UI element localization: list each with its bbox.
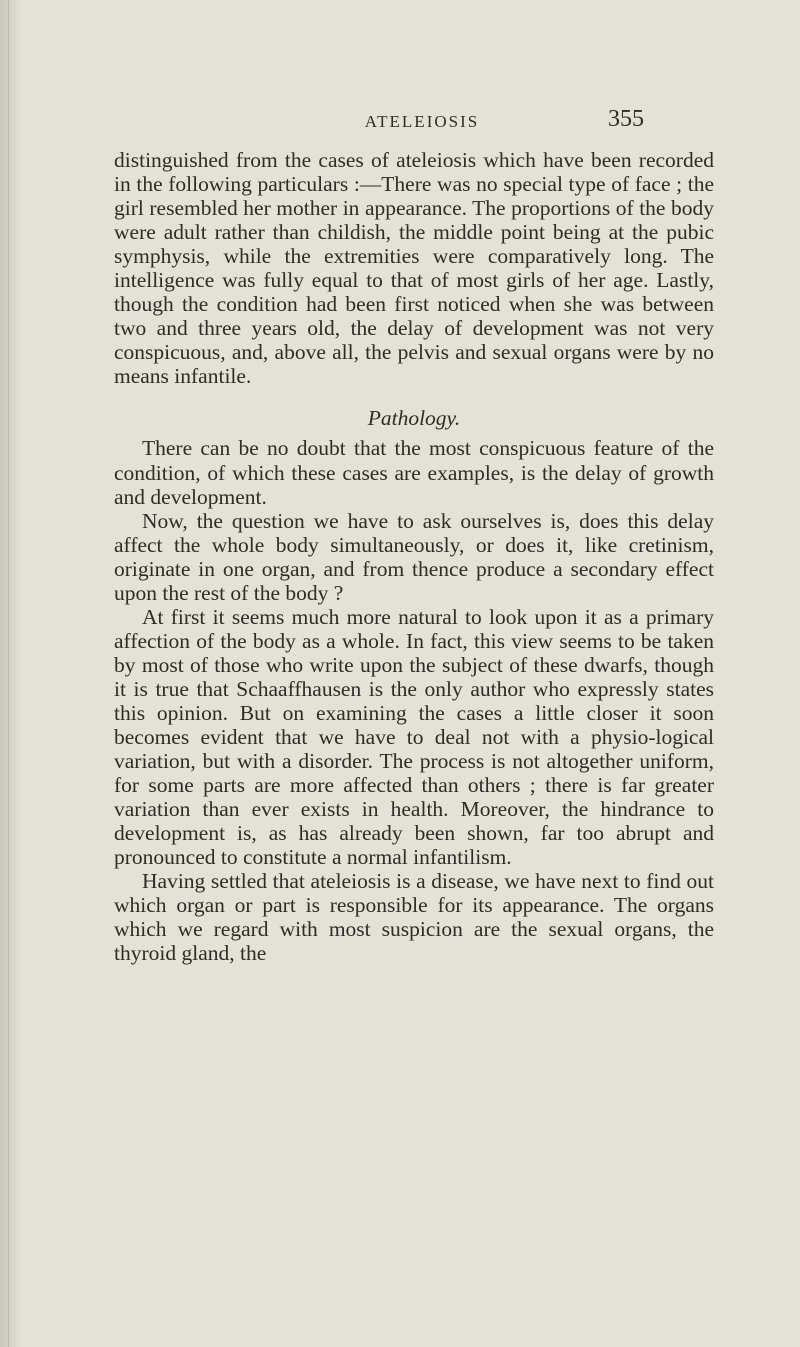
paragraph-3: Now, the question we have to ask ourselves is, does this delay affect the whole body simultaneously, or does it, like cretinism, originate in one organ, and from thence produce a secondary effect upon the rest of the body ?: [114, 508, 714, 605]
paragraph-4: At first it seems much more natural to look upon it as a primary affection of the body as a whole. In fact, this view seems to be taken by most of those who write upon the subject of these dwarfs, though it is true that Schaaffhausen is the only author who expressly states this opinion. But on examining the cases a little closer it soon becomes evident that we have to deal not with a physio-logical variation, but with a disorder. The process is not altogether uniform, for some parts are more affected than others ; there is far greater variation than ever exists in health. Moreover, the hindrance to development is, as has already been shown, far too abrupt and pronounced to constitute a normal infantilism.: [114, 604, 714, 870]
paragraph-1: distinguished from the cases of ateleiosis which have been recorded in the following particulars :—There was no special type of face ; the girl resembled her mother in appearance. The proportions of the body were adult rather than childish, the middle point being at the pubic symphysis, while the extremities were comparatively long. The intelligence was fully equal to that of most girls of her age. Lastly, though the condition had been first noticed when she was between two and three years old, the delay of development was not very conspicuous, and, above all, the pelvis and sexual organs were by no means infantile.: [114, 148, 714, 389]
running-head: [0, 106, 800, 140]
paragraph-2: There can be no doubt that the most conspicuous feature of the condition, of which these cases are examples, is the delay of growth and development.: [114, 436, 714, 509]
page-number: 355: [608, 106, 644, 132]
running-title: ATELEIOSIS: [364, 112, 480, 131]
body-text: [114, 148, 714, 966]
paragraph-5: Having settled that ateleiosis is a disease, we have next to find out which organ or part is responsible for its appearance. The organs which we regard with most suspicion are the sexual organs, the thyroid gland, the: [114, 869, 714, 966]
section-heading: Pathology.: [367, 406, 461, 431]
